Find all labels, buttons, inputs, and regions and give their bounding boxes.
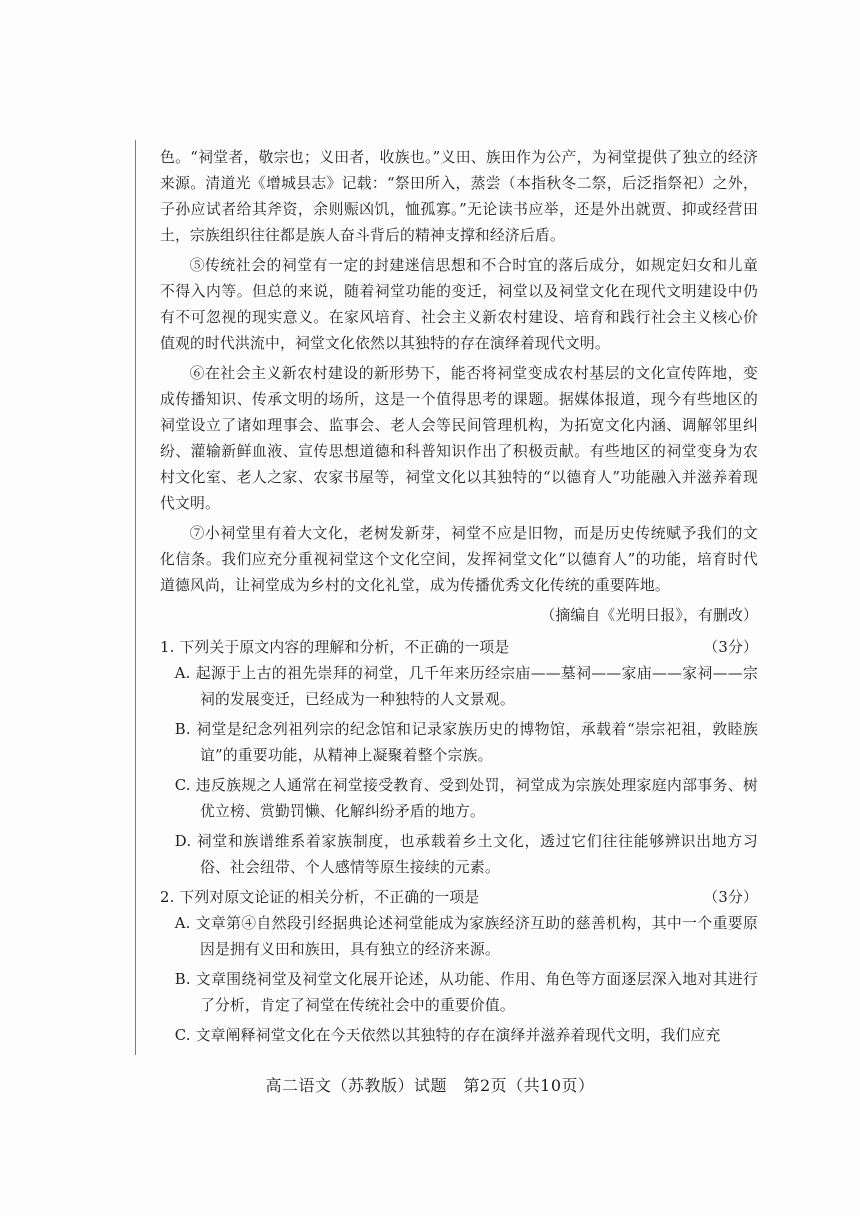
question-2-option-a: A. 文章第④自然段引经据典论述祠堂能成为家族经济互助的慈善机构，其中一个重要原因是拥有义田和族田，具有独立的经济来源。 [174, 915, 758, 958]
question-2-option-b: B. 文章围绕祠堂及祠堂文化展开论述，从功能、作用、角色等方面逐层深入地对其进行了分析，肯定了祠堂在传统社会中的重要价值。 [174, 971, 758, 1014]
question-1-score: （3分） [703, 639, 758, 656]
question-1-option-c: C. 违反族规之人通常在祠堂接受教育、受到处罚，祠堂成为宗族处理家庭内部事务、树优立榜、赏勤罚懒、化解纠纷矛盾的地方。 [174, 777, 758, 820]
paragraph-7: ⑦小祠堂里有着大文化，老树发新芽，祠堂不应是旧物，而是历史传统赋予我们的文化信条。我们应充分重视祠堂这个文化空间，发挥祠堂文化“以德育人”的功能，培育时代道德风尚，让祠堂成为乡村的文化礼堂，成为传播优秀文化传统的重要阵地。 [160, 525, 758, 594]
paragraph-4-continued: 色。“祠堂者，敬宗也；义田者，收族也。”义田、族田作为公产，为祠堂提供了独立的经济来源。清道光《增城县志》记载：“祭田所入，蒸尝（本指秋冬二祭，后泛指祭祀）之外，子孙应试者给其斧资，余则赈凶饥，恤孤寡。”无论读书应举，还是外出就贾、抑或经营田土，宗族组织往往都是族人奋斗背后的精神支撑和经济后盾。 [160, 149, 758, 244]
question-1-option-d: D. 祠堂和族谱维系着家族制度，也承载着乡土文化，透过它们往往能够辨识出地方习俗、社会纽带、个人感情等原生接续的元素。 [174, 833, 758, 876]
question-1-option-b: B. 祠堂是纪念列祖列宗的纪念馆和记录家族历史的博物馆，承载着“崇宗祀祖，敦睦族谊”的重要功能，从精神上凝聚着整个宗族。 [174, 721, 758, 764]
binding-margin-line [135, 140, 136, 1055]
paragraph-6: ⑥在社会主义新农村建设的新形势下，能否将祠堂变成农村基层的文化宣传阵地，变成传播知识、传承文明的场所，这是一个值得思考的课题。据媒体报道，现今有些地区的祠堂设立了诸如理事会、监事会、老人会等民间管理机构，为拓宽文化内涵、调解邻里纠纷、灌输新鲜血液、宣传思想道德和科普知识作出了积极贡献。有些地区的祠堂变身为农村文化室、老人之家、农家书屋等，祠堂文化以其独特的“以德育人”功能融入并滋养着现代文明。 [160, 365, 758, 512]
question-1 [160, 635, 758, 881]
page-content [160, 145, 758, 1053]
question-1-option-a: A. 起源于上古的祖先崇拜的祠堂，几千年来历经宗庙——墓祠——家庙——家祠——宗祠的发展变迁，已经成为一种独特的人文景观。 [174, 665, 758, 708]
question-2-option-c: C. 文章阐释祠堂文化在今天依然以其独特的存在演绎并滋养着现代文明，我们应充 [174, 1027, 721, 1044]
source-citation: （摘编自《光明日报》，有删改） [540, 607, 758, 624]
question-2 [160, 885, 758, 1049]
question-1-stem [160, 635, 758, 661]
paragraph-5: ⑤传统社会的祠堂有一定的封建迷信思想和不合时宜的落后成分，如规定妇女和儿童不得入内等。但总的来说，随着祠堂功能的变迁，祠堂以及祠堂文化在现代文明建设中仍有不可忽视的现实意义。在家风培育、社会主义新农村建设、培育和践行社会主义核心价值观的时代洪流中，祠堂文化依然以其独特的存在演绎着现代文明。 [160, 257, 758, 352]
question-2-stem [160, 885, 758, 911]
question-2-score: （3分） [703, 889, 758, 906]
question-2-text: 2. 下列对原文论证的相关分析，不正确的一项是 [160, 889, 480, 906]
question-1-text: 1. 下列关于原文内容的理解和分析，不正确的一项是 [160, 639, 510, 656]
page-footer: 高二语文（苏教版）试题 第2页（共10页） [265, 1076, 595, 1095]
